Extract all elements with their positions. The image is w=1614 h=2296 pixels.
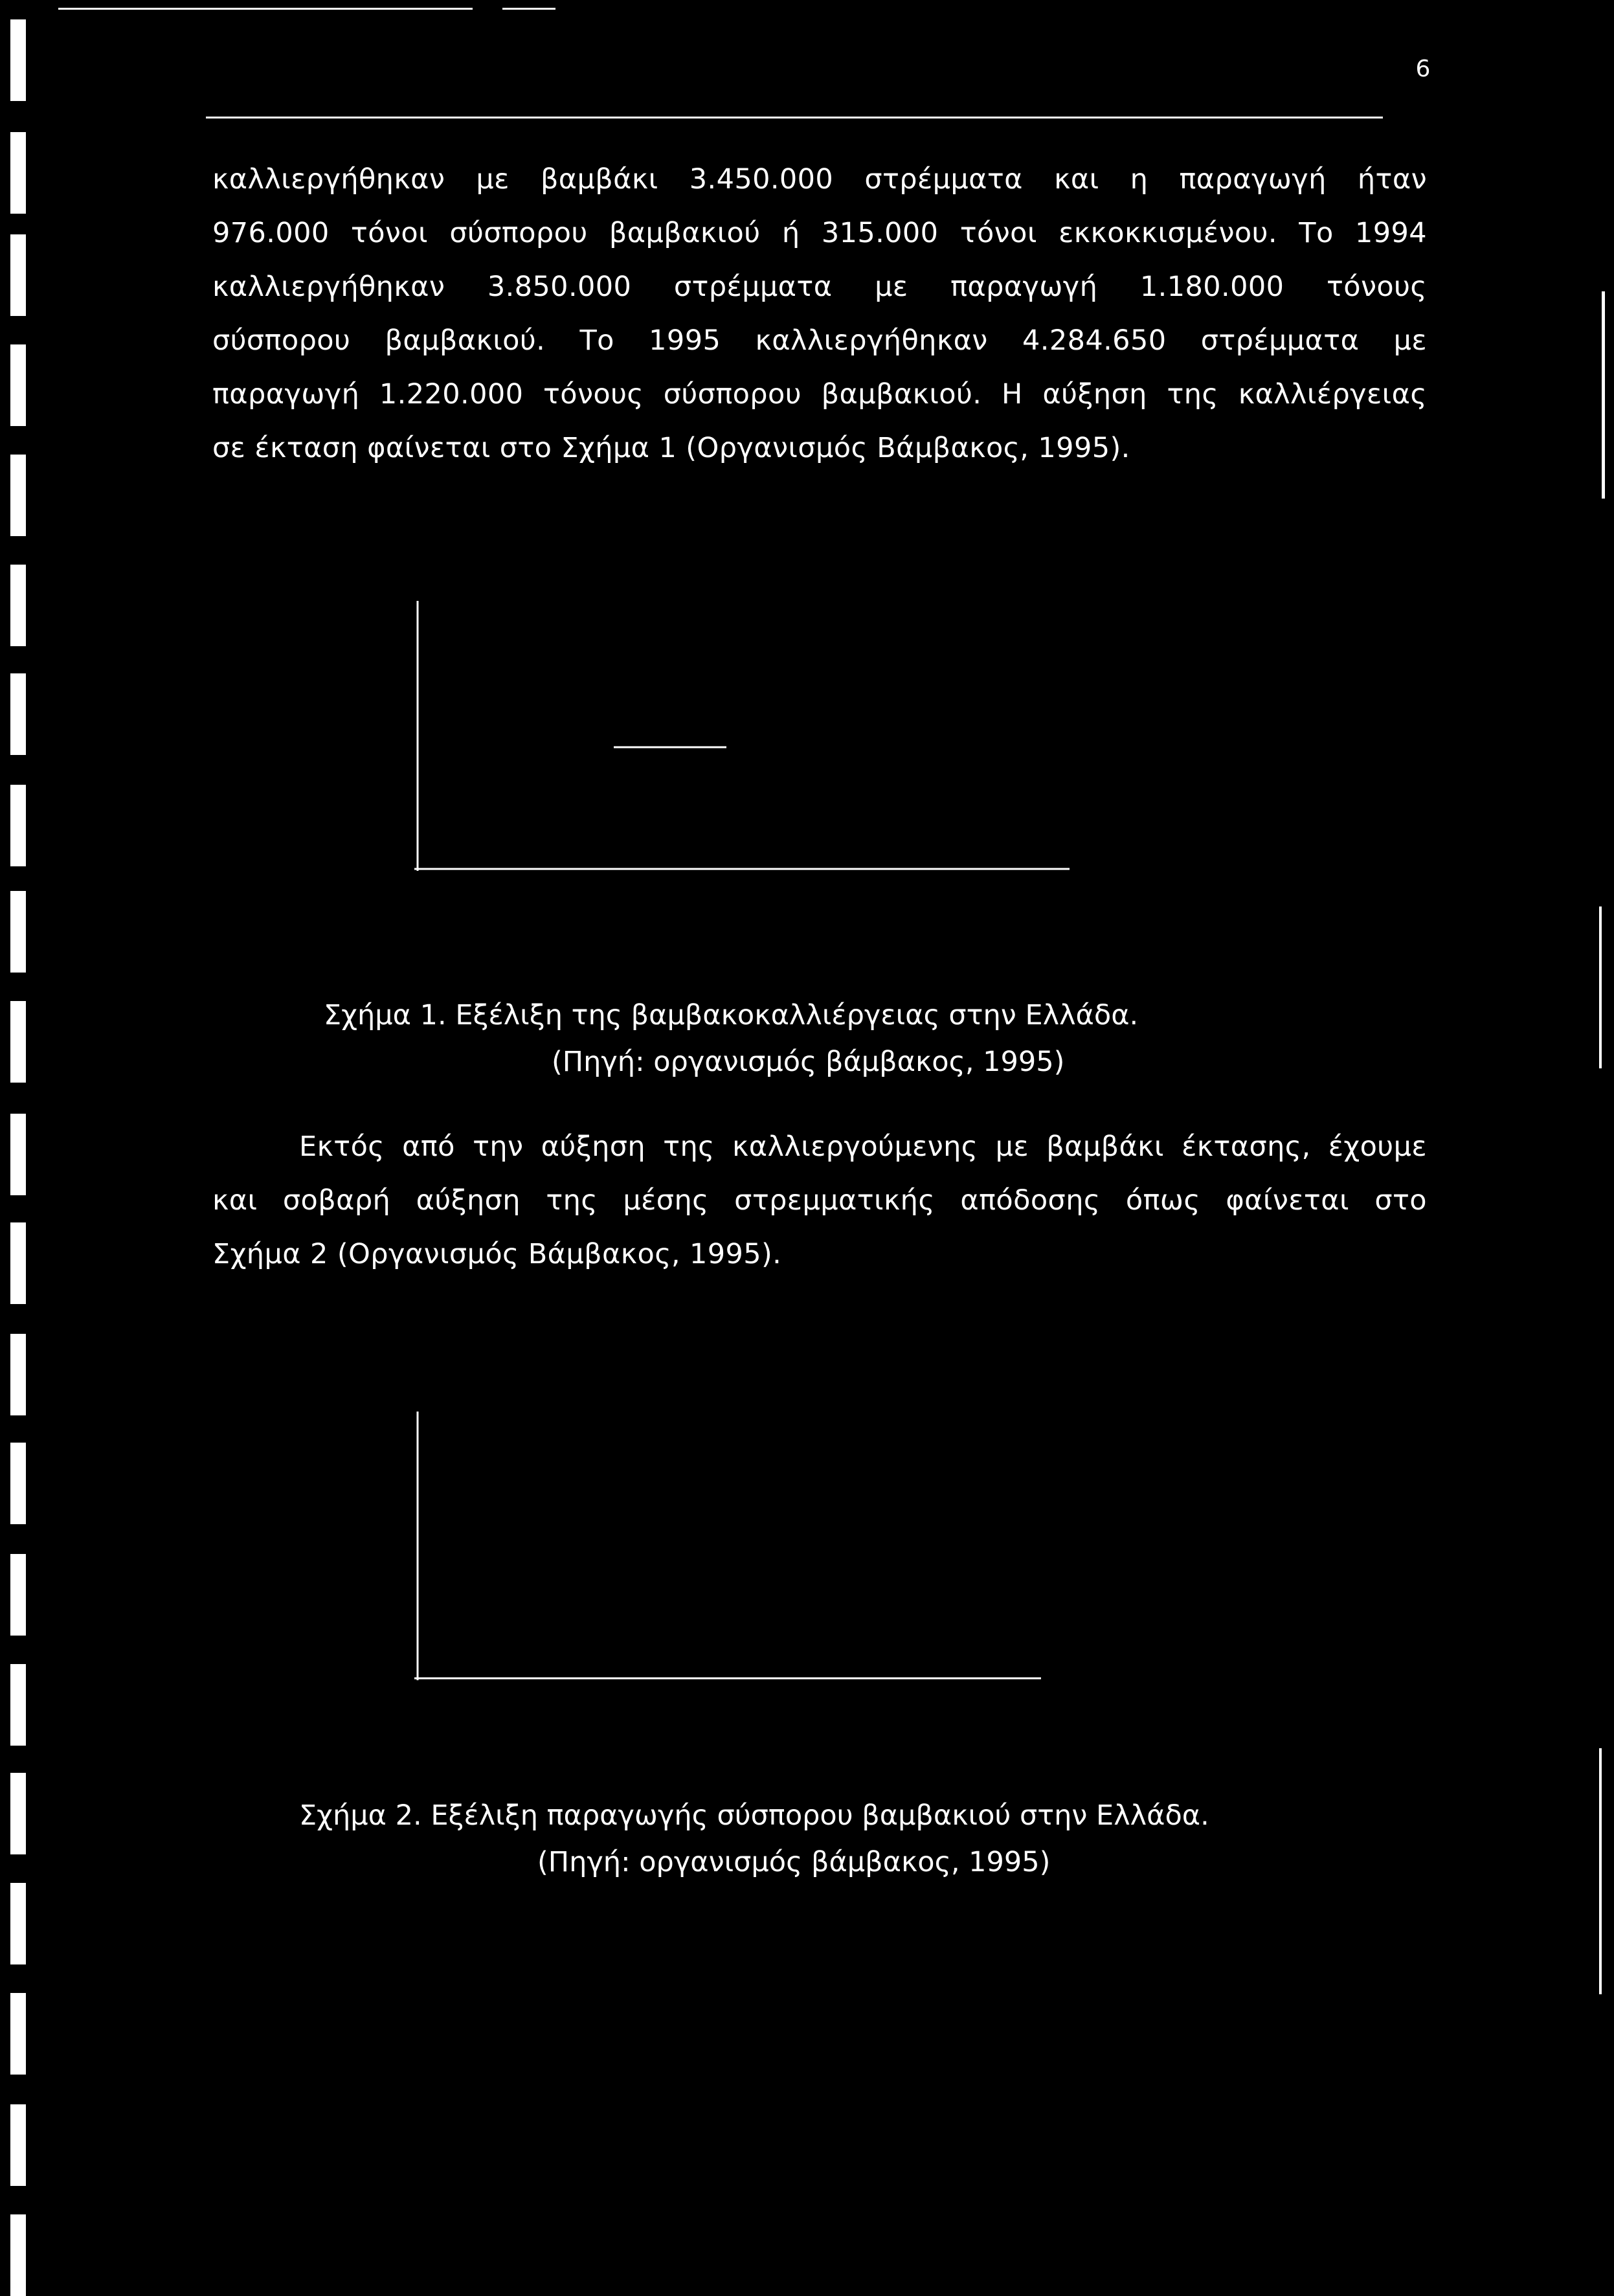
film-perforation [10,1114,26,1195]
film-top-edge-line [58,8,473,10]
paragraph-line: Εκτός από την αύξηση της καλλιεργούμενης με βαμβάκι έκτασης, έχουμε [299,1131,1427,1163]
paragraph-line: και σοβαρή αύξηση της μέσης στρεμματικής απόδοσης όπως φαίνεται στο [212,1184,1427,1217]
film-perforation [10,1222,26,1304]
film-perforation [10,344,26,426]
film-perforation [10,1001,26,1083]
film-right-edge-mark [1599,1748,1602,1994]
paragraph-line: σε έκταση φαίνεται στο Σχήμα 1 (Οργανισμός Βάμβακος, 1995). [212,432,1130,464]
film-perforation [10,455,26,536]
paragraph-line: καλλιεργήθηκαν 3.850.000 στρέμματα με παραγωγή 1.180.000 τόνους [212,271,1427,303]
film-perforation [10,1334,26,1415]
film-right-edge-mark [1599,906,1602,1068]
film-perforation [10,132,26,214]
film-perforation [10,891,26,973]
paragraph-line: 976.000 τόνοι σύσπορου βαμβακιού ή 315.000 τόνοι εκκοκκισμένου. Το 1994 [212,217,1427,249]
film-perforation [10,1554,26,1636]
film-perforation [10,19,26,101]
paragraph-yield-increase [212,1120,1427,1281]
film-perforation [10,234,26,316]
film-perforation [10,1664,26,1746]
figure-2-plot [414,1412,1041,1680]
film-perforation [10,1993,26,2075]
paragraph-line: Σχήμα 2 (Οργανισμός Βάμβακος, 1995). [212,1238,782,1270]
film-perforation [10,673,26,755]
figure-2-caption-source: (Πηγή: οργανισμός βάμβακος, 1995) [537,1846,1051,1878]
film-perforation [10,1883,26,1964]
paragraph-cultivation-area [212,153,1427,475]
header-rule-right [1104,117,1383,118]
header-rule [206,117,1110,118]
film-perforation [10,785,26,866]
film-perforation [10,1773,26,1854]
figure-1-plot [414,601,1070,871]
figure-1-caption-title: Σχήμα 1. Εξέλιξη της βαμβακοκαλλιέργειας στην Ελλάδα. [324,999,1139,1031]
figure-1-caption-source: (Πηγή: οργανισμός βάμβακος, 1995) [552,1046,1065,1078]
paragraph-line: καλλιεργήθηκαν με βαμβάκι 3.450.000 στρέμματα και η παραγωγή ήταν [212,163,1427,196]
film-top-edge-line-short [502,8,555,10]
film-perforation [10,565,26,646]
film-perforation [10,1443,26,1524]
film-right-edge-mark [1602,291,1605,499]
film-perforation [10,2214,26,2296]
film-perforation [10,2104,26,2186]
page-number: 6 [1415,56,1431,82]
paragraph-line: σύσπορου βαμβακιού. Το 1995 καλλιεργήθηκαν 4.284.650 στρέμματα με [212,324,1427,357]
paragraph-line: παραγωγή 1.220.000 τόνους σύσπορου βαμβακιού. Η αύξηση της καλλιέργειας [212,378,1427,411]
film-edge-perforations [0,0,45,2277]
figure-2-caption-title: Σχήμα 2. Εξέλιξη παραγωγής σύσπορου βαμβακιού στην Ελλάδα. [299,1799,1209,1832]
